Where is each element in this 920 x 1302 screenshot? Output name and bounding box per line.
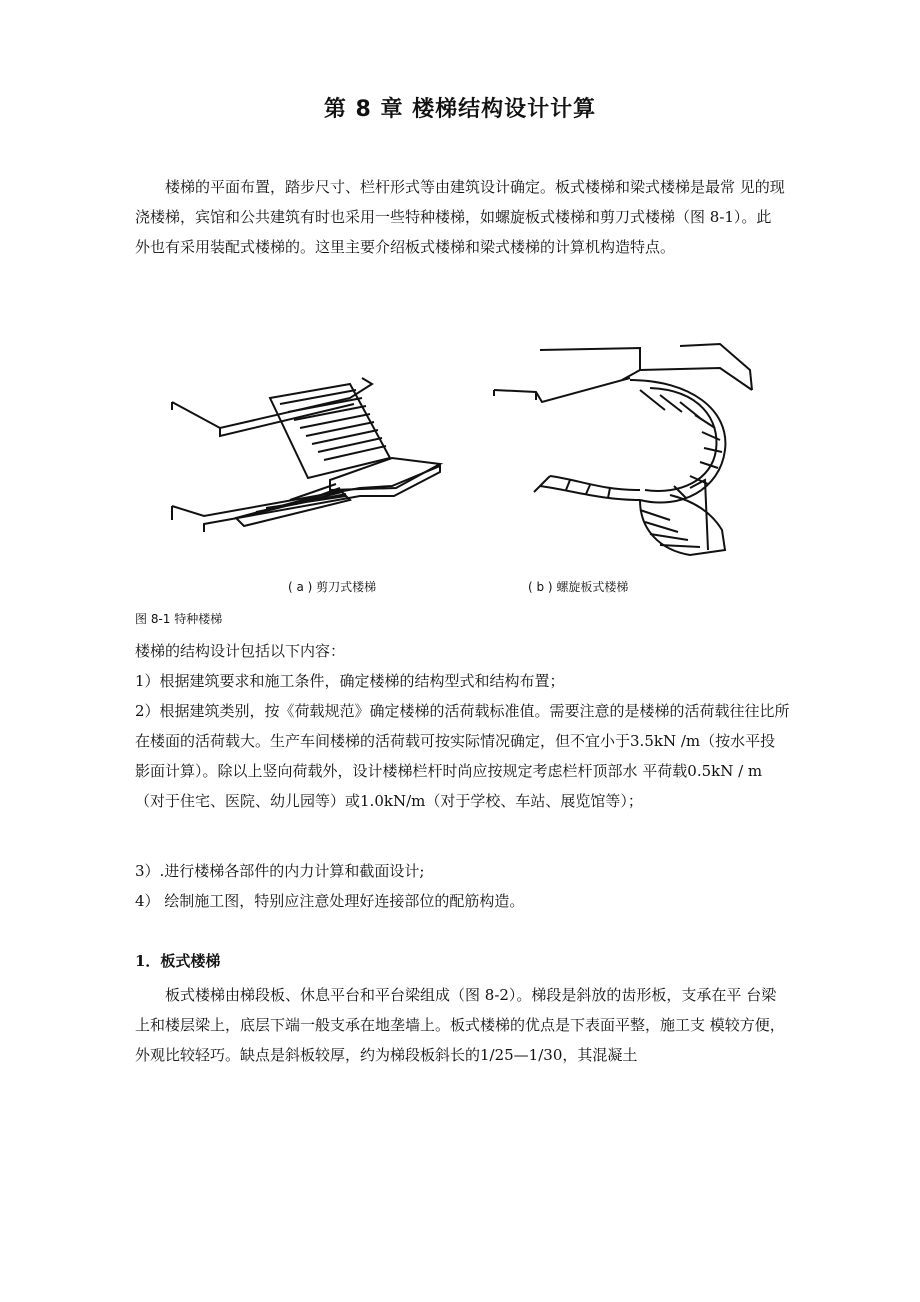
list-intro: 楼梯的结构设计包括以下内容： [135, 642, 346, 660]
section-1-heading: 1．板式楼梯 [135, 952, 221, 970]
caption-b: ( b ) 螺旋板式楼梯 [528, 580, 629, 594]
list-item-1: 1）根据建筑要求和施工条件，确定楼梯的结构型式和结构布置； [135, 672, 565, 690]
figure-8-1 [160, 340, 760, 594]
scissor-stair-drawing [160, 340, 760, 570]
list-item-2: 2）根据建筑类别，按《荷载规范》确定楼梯的活荷载标准值。需要注意的是楼梯的活荷载往往比所在楼面的活荷载大。生产车间楼梯的活荷载可按实际情况确定，但不宜小于3.5kN /m（按水平投影面计算）。除以上竖向荷载外，设计楼梯栏杆时尚应按规定考虑栏杆顶部水 平荷载0.5kN / m（对于住宅、医院、幼儿园等）或1.0kN/m（对于学校、车站、展览馆等）； [135, 702, 790, 810]
list-item-4: 4） 绘制施工图，特别应注意处理好连接部位的配筋构造。 [135, 892, 525, 910]
section-1-body: 板式楼梯由梯段板、休息平台和平台梁组成（图 8-2）。梯段是斜放的齿形板，支承在平 台梁上和楼层梁上，底层下端一般支承在地垄墙上。板式楼梯的优点是下表面平整，施工支 模较方便，外观比较轻巧。缺点是斜板较厚，约为梯段板斜长的1/25—1/30，其混凝土 [135, 986, 785, 1064]
page-title: 第 8 章 楼梯结构设计计算 [323, 97, 597, 122]
caption-a: ( a ) 剪刀式楼梯 [288, 580, 377, 594]
list-item-3: 3）.进行楼梯各部件的内力计算和截面设计; [135, 862, 425, 880]
intro-paragraph: 楼梯的平面布置，踏步尺寸、栏杆形式等由建筑设计确定。板式楼梯和梁式楼梯是最常 见的现浇楼梯，宾馆和公共建筑有时也采用一些特种楼梯，如螺旋板式楼梯和剪刀式楼梯（图 8-1）。此外也有采用装配式楼梯的。这里主要介绍板式楼梯和梁式楼梯的计算机构造特点。 [135, 178, 785, 256]
figure-title: 图 8-1 特种楼梯 [135, 612, 223, 626]
